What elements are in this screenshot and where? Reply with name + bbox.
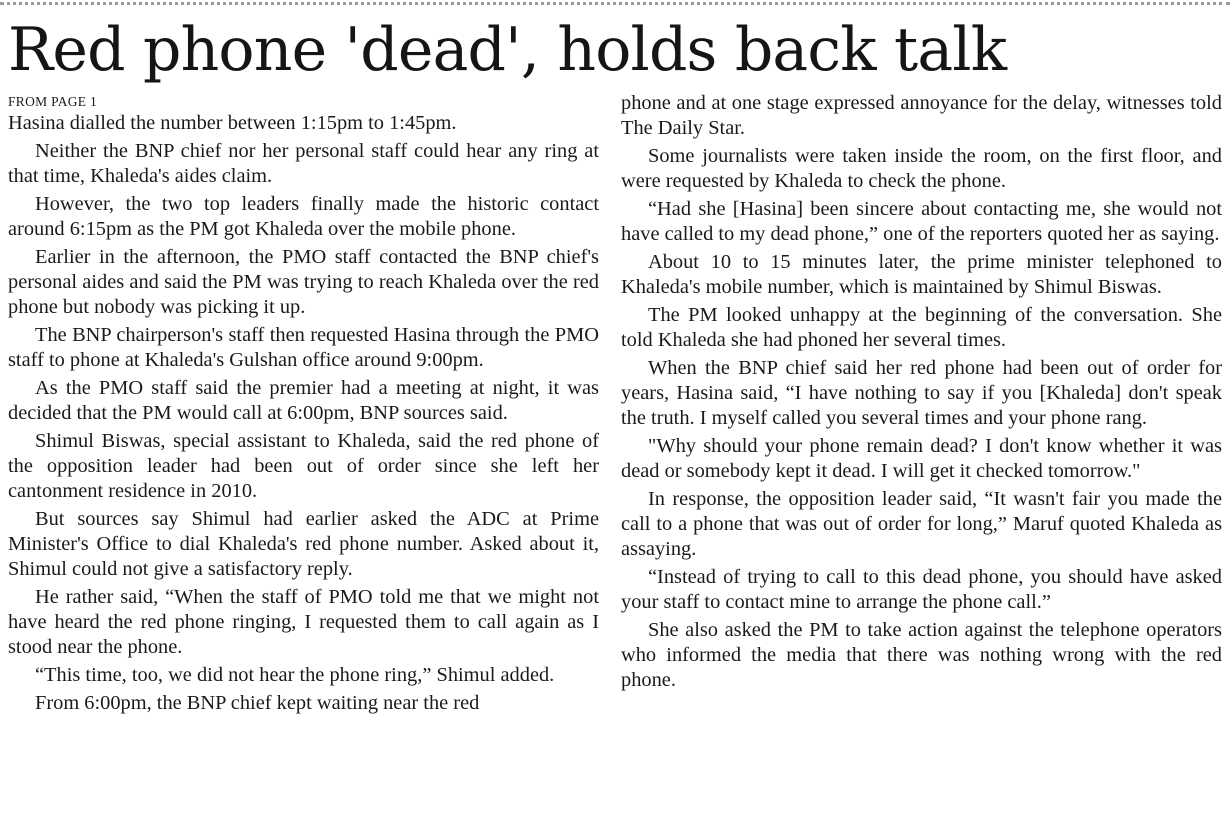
top-dotted-rule bbox=[0, 2, 1230, 5]
article-column-left bbox=[8, 93, 599, 818]
paragraph: However, the two top leaders finally made the historic contact around 6:15pm as the PM got Khaleda over the mobile phone. bbox=[8, 193, 599, 240]
paragraph: Shimul Biswas, special assistant to Khaleda, said the red phone of the opposition leader had been out of order since she left her cantonment residence in 2010. bbox=[8, 430, 599, 502]
paragraph: "Why should your phone remain dead? I don't know whether it was dead or somebody kept it dead. I will get it checked tomorrow." bbox=[621, 434, 1222, 482]
paragraph: Hasina dialled the number between 1:15pm to 1:45pm. bbox=[8, 112, 457, 134]
paragraph: The BNP chairperson's staff then requested Hasina through the PMO staff to phone at Khaleda's Gulshan office around 9:00pm. bbox=[8, 324, 599, 371]
continuation-kicker: FROM PAGE 1 bbox=[8, 94, 98, 109]
paragraph: As the PMO staff said the premier had a meeting at night, it was decided that the PM would call at 6:00pm, BNP sources said. bbox=[8, 377, 599, 424]
paragraph: “This time, too, we did not hear the phone ring,” Shimul added. bbox=[35, 663, 555, 686]
paragraph: About 10 to 15 minutes later, the prime minister telephoned to Khaleda's mobile number, which is maintained by Shimul Biswas. bbox=[621, 251, 1222, 298]
paragraph: In response, the opposition leader said, “It wasn't fair you made the call to a phone that was out of order for long,” Maruf quoted Khaleda as assaying. bbox=[621, 487, 1222, 560]
paragraph: Earlier in the afternoon, the PMO staff contacted the BNP chief's personal aides and said the PM was trying to reach Khaleda over the red phone but nobody was picking it up. bbox=[8, 246, 599, 318]
headline: Red phone 'dead', holds back talk bbox=[8, 15, 1007, 85]
article-column-right bbox=[621, 91, 1222, 816]
paragraph: From 6:00pm, the BNP chief kept waiting near the red bbox=[35, 691, 480, 714]
paragraph: phone and at one stage expressed annoyance for the delay, witnesses told The Daily Star. bbox=[621, 92, 1222, 139]
paragraph: “Instead of trying to call to this dead phone, you should have asked your staff to contact mine to arrange the phone call.” bbox=[621, 565, 1222, 613]
paragraph: She also asked the PM to take action against the telephone operators who informed the media that there was nothing wrong with the red phone. bbox=[621, 618, 1222, 691]
paragraph: Neither the BNP chief nor her personal staff could hear any ring at that time, Khaleda's aides claim. bbox=[8, 140, 599, 187]
paragraph: “Had she [Hasina] been sincere about contacting me, she would not have called to my dead phone,” one of the reporters quoted her as saying. bbox=[621, 198, 1222, 245]
paragraph: But sources say Shimul had earlier asked the ADC at Prime Minister's Office to dial Khaleda's red phone number. Asked about it, Shimul could not give a satisfactory reply. bbox=[8, 507, 599, 580]
paragraph: Some journalists were taken inside the room, on the first floor, and were requested by Khaleda to check the phone. bbox=[621, 145, 1222, 192]
paragraph: He rather said, “When the staff of PMO told me that we might not have heard the red phone ringing, I requested them to call again as I stood near the phone. bbox=[8, 585, 599, 658]
paragraph: When the BNP chief said her red phone had been out of order for years, Hasina said, “I have nothing to say if you [Khaleda] don't speak the truth. I myself called you several times and your phone rang. bbox=[621, 357, 1222, 429]
paragraph: The PM looked unhappy at the beginning of the conversation. She told Khaleda she had phoned her several times. bbox=[621, 304, 1222, 351]
